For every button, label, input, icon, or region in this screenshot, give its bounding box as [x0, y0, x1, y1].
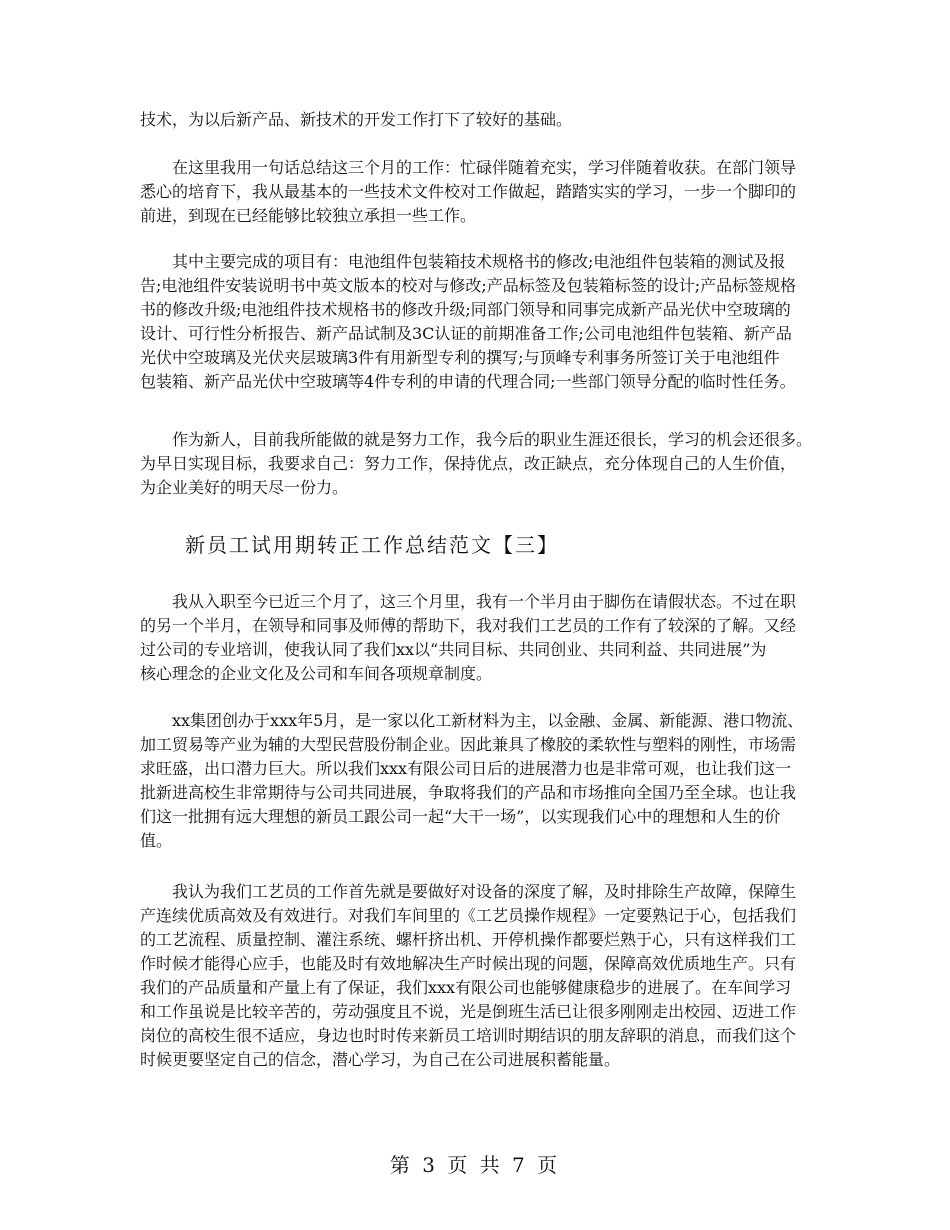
text-line: 时候更要坚定自己的信念，潜心学习，为自己在公司进展积蓄能量。	[140, 1050, 621, 1069]
text-line: 我认为我们工艺员的工作首先就是要做好对设备的深度了解，及时排除生产故障，保障生	[140, 882, 797, 901]
paragraph-1	[140, 108, 812, 132]
text-line: 告;电池组件安装说明书中英文版本的校对与修改;产品标签及包装箱标签的设计;产品标签规格	[140, 276, 797, 295]
text-line: 过公司的专业培训，使我认同了我们xx以“共同目标、共同创业、共同利益、共同进展”为	[140, 640, 767, 659]
text-line: 为早日实现目标，我要求自己：努力工作，保持优点，改正缺点，充分体现自己的人生价值，	[140, 454, 797, 473]
text-line: 作为新人，目前我所能做的就是努力工作，我今后的职业生涯还很长，学习的机会还很多。	[140, 430, 813, 449]
text-line: 岗位的高校生很不适应，身边也时时传来新员工培训时期结识的朋友辞职的消息，而我们这个	[140, 1026, 797, 1045]
text-line: 求旺盛，出口潜力巨大。所以我们xxx有限公司日后的进展潜力也是非常可观，也让我们这一	[140, 759, 792, 778]
text-line: 为企业美好的明天尽一份力。	[140, 478, 349, 497]
page-number: 第 3 页 共 7 页	[389, 1153, 561, 1177]
text-line: 的另一个半月，在领导和同事及师傅的帮助下，我对我们工艺员的工作有了较深的了解。又经	[140, 616, 797, 635]
text-line: 和工作虽说是比较辛苦的，劳动强度且不说，光是倒班生活已让很多刚刚走出校园、迈进工作	[140, 1002, 797, 1021]
paragraph-5	[140, 590, 812, 686]
paragraph-4	[140, 428, 812, 500]
text-line: xx集团创办于xxx年5月，是一家以化工新材料为主，以金融、金属、新能源、港口物流、	[140, 711, 804, 730]
section-heading: 新员工试用期转正工作总结范文【三】	[185, 533, 559, 557]
text-line: 悉心的培育下，我从最基本的一些技术文件校对工作做起，踏踏实实的学习，一步一个脚印的	[140, 182, 797, 201]
text-line: 在这里我用一句话总结这三个月的工作：忙碌伴随着充实，学习伴随着收获。在部门领导	[140, 158, 797, 177]
text-line: 书的修改升级;电池组件技术规格书的修改升级;同部门领导和同事完成新产品光伏中空玻璃的	[140, 300, 791, 319]
text-line: 设计、可行性分析报告、新产品试制及3C认证的前期准备工作;公司电池组件包装箱、新产品	[140, 324, 792, 343]
text-line: 产连续优质高效及有效进行。对我们车间里的《工艺员操作规程》一定要熟记于心，包括我们	[140, 906, 797, 925]
paragraph-6	[140, 709, 812, 853]
text-line: 光伏中空玻璃及光伏夹层玻璃3件有用新型专利的撰写;与顶峰专利事务所签订关于电池组件	[140, 348, 780, 367]
text-line: 批新进高校生非常期待与公司共同进展，争取将我们的产品和市场推向全国乃至全球。也让我	[140, 783, 797, 802]
paragraph-3	[140, 250, 812, 394]
text-line: 加工贸易等产业为辅的大型民营股份制企业。因此兼具了橡胶的柔软性与塑料的刚性，市场需	[140, 735, 797, 754]
text-line: 值。	[140, 831, 173, 850]
text-line: 作时候才能得心应手，也能及时有效地解决生产时候出现的问题，保障高效优质地生产。只有	[140, 954, 797, 973]
text-line: 的工艺流程、质量控制、灌注系统、螺杆挤出机、开停机操作都要烂熟于心，只有这样我们工	[140, 930, 797, 949]
text-line: 包装箱、新产品光伏中空玻璃等4件专利的申请的代理合同;一些部门领导分配的临时性任务。	[140, 372, 796, 391]
paragraph-7	[140, 880, 812, 1072]
text-line: 核心理念的企业文化及公司和车间各项规章制度。	[140, 664, 493, 683]
text-line: 们这一批拥有远大理想的新员工跟公司一起“大干一场”，以实现我们心中的理想和人生的价	[140, 807, 781, 826]
text-line: 我从入职至今已近三个月了，这三个月里，我有一个半月由于脚伤在请假状态。不过在职	[140, 592, 797, 611]
text-line: 技术，为以后新产品、新技术的开发工作打下了较好的基础。	[140, 110, 573, 129]
text-line: 我们的产品质量和产量上有了保证，我们xxx有限公司也能够健康稳步的进展了。在车间学习	[140, 978, 792, 997]
paragraph-2	[140, 156, 812, 228]
text-line: 其中主要完成的项目有：电池组件包装箱技术规格书的修改;电池组件包装箱的测试及报	[140, 252, 786, 271]
text-line: 前进，到现在已经能够比较独立承担一些工作。	[140, 206, 477, 225]
